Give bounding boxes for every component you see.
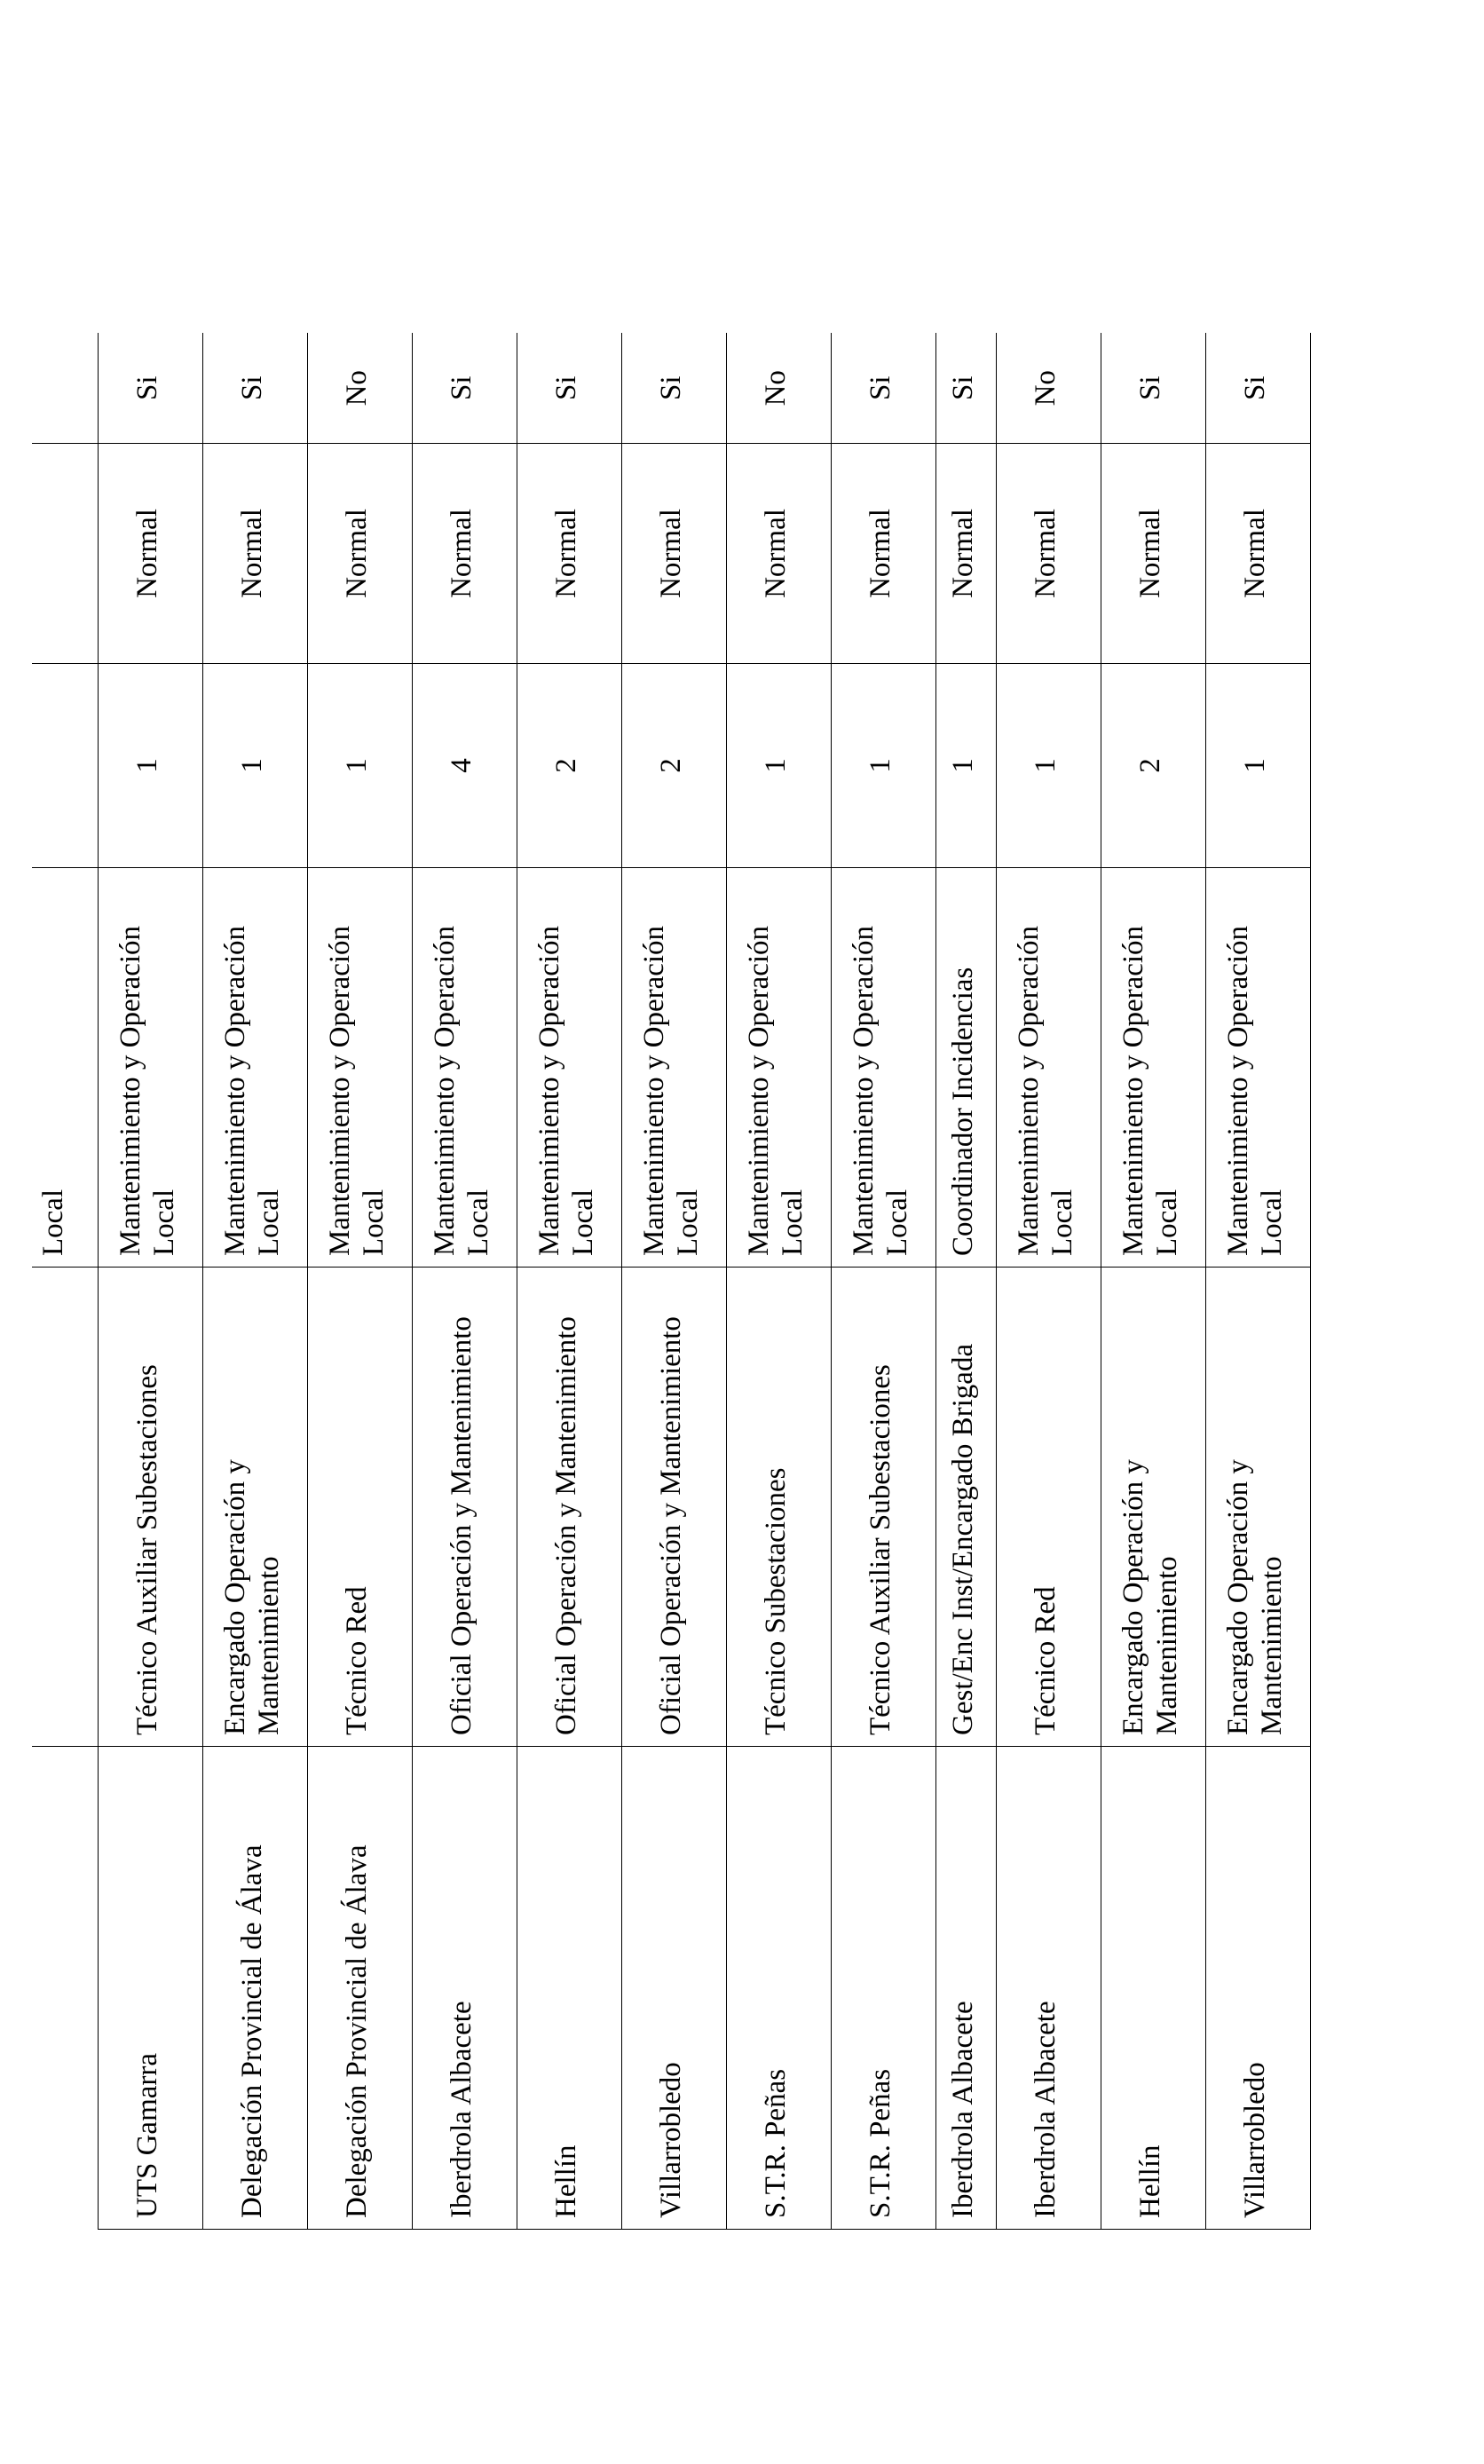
table-row — [1101, 334, 1205, 2230]
location-cell: Iberdrola Albacete — [996, 1747, 1101, 2230]
position-cell: Oficial Operación y Mantenimiento — [621, 1268, 726, 1747]
table-row — [621, 334, 726, 2230]
vacancies-cell: 1 — [726, 664, 831, 868]
location-cell: Hellín — [517, 1747, 621, 2230]
staff-table — [32, 334, 1311, 2231]
type-cell: Normal — [1205, 444, 1310, 664]
type-cell: Normal — [935, 444, 996, 664]
vacancies-cell: 2 — [621, 664, 726, 868]
continuation-row — [32, 334, 98, 2230]
position-cell: Encargado Operación y Mantenimiento — [1205, 1268, 1310, 1747]
location-cell: Delegación Provincial de Álava — [202, 1747, 307, 2230]
vacancies-cell: 1 — [202, 664, 307, 868]
position-cell: Oficial Operación y Mantenimiento — [517, 1268, 621, 1747]
department-cell: Coordinador Incidencias — [935, 868, 996, 1268]
type-cell: Normal — [202, 444, 307, 664]
table-cell — [32, 444, 98, 664]
table-cell — [32, 1268, 98, 1747]
table-row — [831, 334, 935, 2230]
table-cell — [32, 1747, 98, 2230]
flag-cell: Si — [517, 334, 621, 444]
flag-cell: No — [996, 334, 1101, 444]
vacancies-cell: 4 — [412, 664, 517, 868]
position-cell: Encargado Operación y Mantenimiento — [202, 1268, 307, 1747]
flag-cell: Si — [831, 334, 935, 444]
flag-cell: Si — [98, 334, 202, 444]
position-cell: Oficial Operación y Mantenimiento — [412, 1268, 517, 1747]
flag-cell: Si — [935, 334, 996, 444]
department-cell: Mantenimiento y Operación Local — [98, 868, 202, 1268]
department-cell: Mantenimiento y Operación Local — [517, 868, 621, 1268]
flag-cell: Si — [1101, 334, 1205, 444]
vacancies-cell: 1 — [831, 664, 935, 868]
table-row — [307, 334, 412, 2230]
location-cell: UTS Gamarra — [98, 1747, 202, 2230]
department-cell: Mantenimiento y Operación Local — [307, 868, 412, 1268]
location-cell: Iberdrola Albacete — [935, 1747, 996, 2230]
table-row — [517, 334, 621, 2230]
table-row — [98, 334, 202, 2230]
flag-cell: Si — [1205, 334, 1310, 444]
vacancies-cell: 2 — [1101, 664, 1205, 868]
flag-cell: Si — [202, 334, 307, 444]
department-cell: Mantenimiento y Operación Local — [1205, 868, 1310, 1268]
location-cell: Delegación Provincial de Álava — [307, 1747, 412, 2230]
type-cell: Normal — [98, 444, 202, 664]
vacancies-cell: 1 — [1205, 664, 1310, 868]
flag-cell: Si — [412, 334, 517, 444]
department-cell: Mantenimiento y Operación Local — [726, 868, 831, 1268]
position-cell: Técnico Subestaciones — [726, 1268, 831, 1747]
table-row — [935, 334, 996, 2230]
type-cell: Normal — [621, 444, 726, 664]
location-cell: S.T.R. Peñas — [831, 1747, 935, 2230]
location-cell: Villarrobledo — [621, 1747, 726, 2230]
table-row — [996, 334, 1101, 2230]
flag-cell: Si — [621, 334, 726, 444]
table-cell — [32, 664, 98, 868]
vacancies-cell: 1 — [996, 664, 1101, 868]
vacancies-cell: 1 — [307, 664, 412, 868]
continuation-cell: Local — [32, 868, 98, 1268]
position-cell: Encargado Operación y Mantenimiento — [1101, 1268, 1205, 1747]
department-cell: Mantenimiento y Operación Local — [996, 868, 1101, 1268]
position-cell: Técnico Auxiliar Subestaciones — [98, 1268, 202, 1747]
position-cell: Técnico Red — [307, 1268, 412, 1747]
table-row — [726, 334, 831, 2230]
position-cell: Gest/Enc Inst/Encargado Brigada — [935, 1268, 996, 1747]
type-cell: Normal — [726, 444, 831, 664]
flag-cell: No — [726, 334, 831, 444]
location-cell: Iberdrola Albacete — [412, 1747, 517, 2230]
location-cell: Hellín — [1101, 1747, 1205, 2230]
type-cell: Normal — [412, 444, 517, 664]
department-cell: Mantenimiento y Operación Local — [202, 868, 307, 1268]
type-cell: Normal — [831, 444, 935, 664]
vacancies-cell: 2 — [517, 664, 621, 868]
department-cell: Mantenimiento y Operación Local — [1101, 868, 1205, 1268]
type-cell: Normal — [1101, 444, 1205, 664]
location-cell: Villarrobledo — [1205, 1747, 1310, 2230]
position-cell: Técnico Red — [996, 1268, 1101, 1747]
location-cell: S.T.R. Peñas — [726, 1747, 831, 2230]
vacancies-cell: 1 — [935, 664, 996, 868]
type-cell: Normal — [517, 444, 621, 664]
department-cell: Mantenimiento y Operación Local — [831, 868, 935, 1268]
type-cell: Normal — [996, 444, 1101, 664]
table-body — [32, 334, 1310, 2230]
table-row — [412, 334, 517, 2230]
table-cell — [32, 334, 98, 444]
department-cell: Mantenimiento y Operación Local — [621, 868, 726, 1268]
table-row — [202, 334, 307, 2230]
flag-cell: No — [307, 334, 412, 444]
table-row — [1205, 334, 1310, 2230]
position-cell: Técnico Auxiliar Subestaciones — [831, 1268, 935, 1747]
vacancies-cell: 1 — [98, 664, 202, 868]
rotated-page — [32, 334, 1306, 2230]
department-cell: Mantenimiento y Operación Local — [412, 868, 517, 1268]
type-cell: Normal — [307, 444, 412, 664]
